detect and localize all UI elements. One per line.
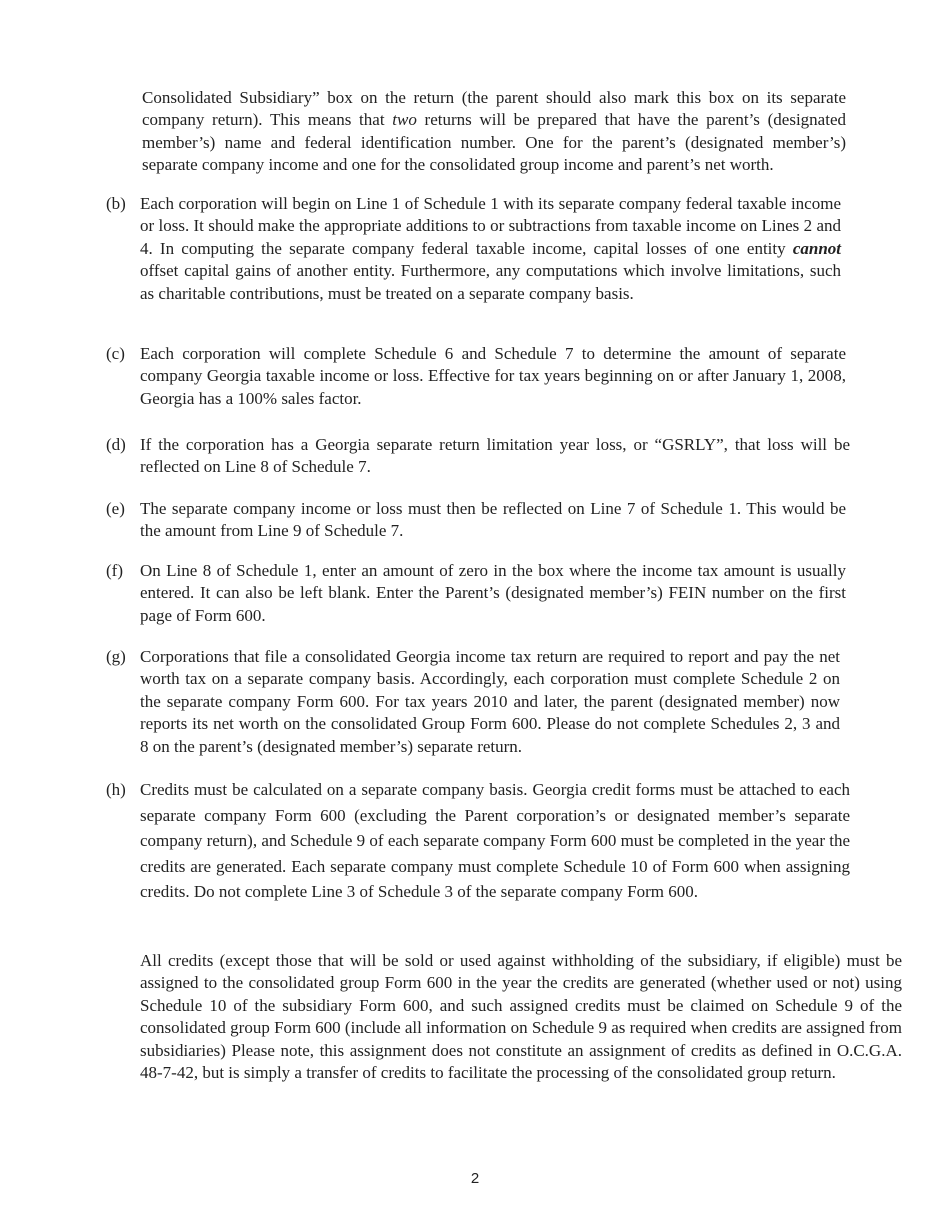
intro-paragraph (142, 87, 846, 177)
list-item-c (106, 343, 846, 410)
list-item-e (106, 498, 846, 543)
item-b-emphasis: cannot (792, 238, 841, 258)
intro-text-2: returns will be prepared that have the parent’s (designated member’s) name and federal identification number. One for the parent’s (designated member’s) separate company income and one for the consolidated group income and parent’s net worth. (142, 110, 846, 175)
item-d-text: If the corporation has a Georgia separate return limitation year loss, or “GSRLY”, that loss will be reflected on Line 8 of Schedule 7. (140, 435, 850, 477)
item-b-text-2: offset capital gains of another entity. Furthermore, any computations which involve limitations, such as charitable contributions, must be treated on a separate company basis. (140, 261, 841, 303)
page-number: 2 (470, 1170, 480, 1187)
item-b-text-1: Each corporation will begin on Line 1 of Schedule 1 with its separate company federal taxable income or loss. It should make the appropriate additions to or subtractions from taxable income on Lines 2 and 4. In computing the separate company federal taxable income, capital losses of one entity (140, 194, 841, 258)
item-e-text: The separate company income or loss must then be reflected on Line 7 of Schedule 1. This would be the amount from Line 9 of Schedule 7. (140, 499, 846, 541)
item-c-text: Each corporation will complete Schedule 6 and Schedule 7 to determine the amount of separate company Georgia taxable income or loss. Effective for tax years beginning on or after January 1, 2008, Georgia has a 100% sales factor. (140, 344, 846, 408)
item-label-b: (b) (106, 194, 126, 213)
list-item-d (106, 434, 850, 479)
item-f-text: On Line 8 of Schedule 1, enter an amount of zero in the box where the income tax amount is usually entered. It can also be left blank. Enter the Parent’s (designated member’s) FEIN number on the first page of Form 600. (140, 561, 846, 625)
item-label-h: (h) (106, 780, 126, 799)
list-item-g (106, 646, 840, 758)
intro-emphasis: two (392, 110, 417, 130)
item-label-c: (c) (106, 344, 125, 363)
credits-paragraph: All credits (except those that will be sold or used against withholding of the subsidiary, if eligible) must be assigned to the consolidated group Form 600 in the year the credits are generated (whether used or not) using Schedule 10 of the subsidiary Form 600, and such assigned credits must be claimed on Schedule 9 of the consolidated group Form 600 (include all information on Schedule 9 as required when credits are assigned from subsidiaries) Please note, this assignment does not constitute an assignment of credits as defined in O.C.G.A. 48-7-42, but is simply a transfer of credits to facilitate the processing of the consolidated group return. (140, 951, 902, 1083)
item-label-g: (g) (106, 647, 126, 666)
list-item-f (106, 560, 846, 627)
intro-text-1: Consolidated Subsidiary” box on the return (the parent should also mark this box on its separate company return). This means that (142, 88, 846, 130)
item-g-text: Corporations that file a consolidated Georgia income tax return are required to report and pay the net worth tax on a separate company basis. Accordingly, each corporation must complete Schedule 2 on the separate company Form 600. For tax years 2010 and later, the parent (designated member) now reports its net worth on the consolidated Group Form 600. Please do not complete Schedules 2, 3 and 8 on the parent’s (designated member’s) separate return. (140, 647, 840, 756)
list-item-b (106, 193, 841, 305)
item-h-text: Credits must be calculated on a separate company basis. Georgia credit forms must be attached to each separate company Form 600 (excluding the Parent corporation’s or designated member’s separate company return), and Schedule 9 of each separate company Form 600 must be completed in the year the credits are generated. Each separate company must complete Schedule 10 of Form 600 when assigning credits. Do not complete Line 3 of Schedule 3 of the separate company Form 600. (140, 780, 850, 902)
item-label-d: (d) (106, 435, 126, 454)
list-item-h (106, 777, 850, 905)
item-label-f: (f) (106, 561, 123, 580)
item-label-e: (e) (106, 499, 125, 518)
